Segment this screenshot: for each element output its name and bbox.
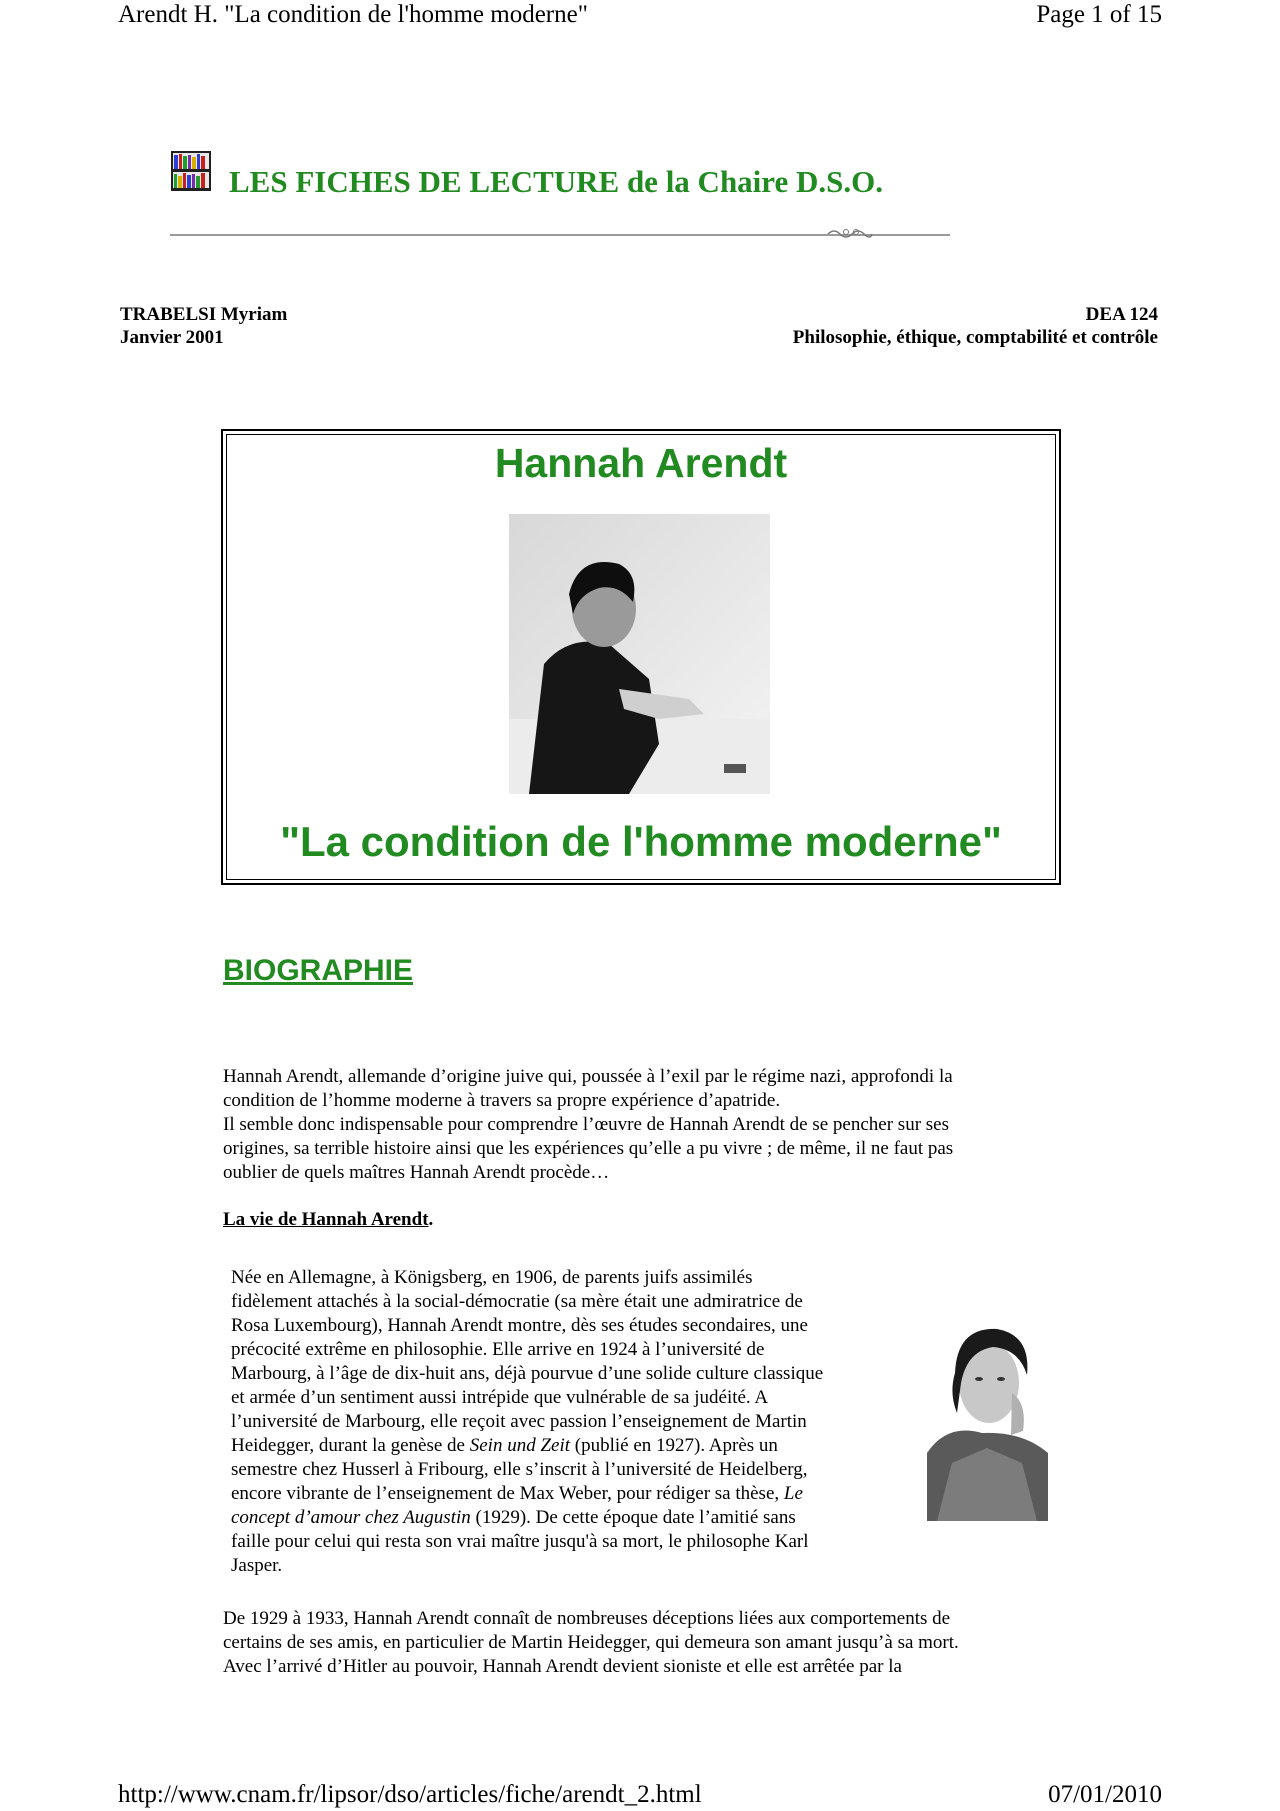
bookshelf-icon xyxy=(170,150,212,192)
course-name: Philosophie, éthique, comptabilité et contrôle xyxy=(792,327,1158,348)
text-line: De 1929 à 1933, Hannah Arendt connaît de nombreuses déceptions liées aux comportements de xyxy=(223,1608,951,1629)
text-line: précocité extrême en philosophie. Elle arrive en 1924 à l’université de xyxy=(231,1339,765,1360)
print-footer-url[interactable]: http://www.cnam.fr/lipsor/dso/articles/fiche/arendt_2.html xyxy=(118,1781,702,1808)
text-line: concept d’amour chez Augustin (1929). De cette époque date l’amitié sans xyxy=(231,1507,796,1528)
work-title-concept-part1: Le xyxy=(783,1483,803,1504)
text-line: Jasper. xyxy=(231,1555,283,1576)
print-header-title: Arendt H. "La condition de l'homme moderne" xyxy=(118,1,588,28)
section-heading-biographie: BIOGRAPHIE xyxy=(223,954,414,987)
banner-title: LES FICHES DE LECTURE de la Chaire D.S.O. xyxy=(229,164,883,199)
text-line: certains de ses amis, en particulier de Martin Heidegger, qui demeura son amant jusqu’à sa mort. xyxy=(223,1632,959,1653)
text-line: semestre chez Husserl à Fribourg, elle s’inscrit à l’université de Heidelberg, xyxy=(231,1459,808,1480)
print-header-page: Page 1 of 15 xyxy=(1036,1,1162,28)
text-line: oublier de quels maîtres Hannah Arendt procède… xyxy=(223,1162,610,1183)
course-code: DEA 124 xyxy=(1085,304,1158,325)
subheading-life-text: La vie de Hannah Arendt xyxy=(223,1209,429,1230)
text-line: Rosa Luxembourg), Hannah Arendt montre, dès ses études secondaires, une xyxy=(231,1315,808,1336)
after-paragraph xyxy=(223,1607,1103,1679)
life-paragraph xyxy=(231,1266,911,1578)
text-line: encore vibrante de l’enseignement de Max Weber, pour rédiger sa thèse, Le xyxy=(231,1483,803,1504)
text-line: Heidegger, durant la genèse de Sein und Zeit (publié en 1927). Après un xyxy=(231,1435,778,1456)
ornament-icon xyxy=(826,226,874,240)
text-line: fidèlement attachés à la social-démocratie (sa mère était une admiratrice de xyxy=(231,1291,803,1312)
text-line: l’université de Marbourg, elle reçoit avec passion l’enseignement de Martin xyxy=(231,1411,807,1432)
text-line: condition de l’homme moderne à travers sa propre expérience d’apatride. xyxy=(223,1090,781,1111)
arendt-portrait-photo xyxy=(509,514,770,794)
text-line: Il semble donc indispensable pour comprendre l’œuvre de Hannah Arendt de se pencher sur ses xyxy=(223,1114,949,1135)
author-name: TRABELSI Myriam xyxy=(120,304,288,325)
arendt-young-photo xyxy=(927,1313,1048,1521)
book-title: "La condition de l'homme moderne" xyxy=(280,818,1002,865)
author-date: Janvier 2001 xyxy=(120,327,224,348)
text-line: Née en Allemagne, à Königsberg, en 1906, de parents juifs assimilés xyxy=(231,1267,753,1288)
subject-name: Hannah Arendt xyxy=(494,440,788,486)
work-title-concept-part2: concept d’amour chez Augustin xyxy=(231,1507,471,1528)
text-line: faille pour celui qui resta son vrai maître jusqu'à sa mort, le philosophe Karl xyxy=(231,1531,809,1552)
text-line: origines, sa terrible histoire ainsi que les expériences qu’elle a pu vivre ; de même, il ne faut pas xyxy=(223,1138,954,1159)
subheading-life-dot: . xyxy=(428,1209,434,1230)
text-line: Avec l’arrivé d’Hitler au pouvoir, Hannah Arendt devient sioniste et elle est arrêtée par la xyxy=(223,1656,902,1677)
text-line: Hannah Arendt, allemande d’origine juive qui, poussée à l’exil par le régime nazi, approfondi la xyxy=(223,1066,953,1087)
print-footer-date: 07/01/2010 xyxy=(1048,1781,1162,1808)
work-title-sein-und-zeit: Sein und Zeit xyxy=(469,1435,571,1456)
text-line: et armée d’un sentiment aussi intrépide que vulnérable de sa judéité. A xyxy=(231,1387,769,1408)
intro-paragraph xyxy=(223,1065,1083,1185)
text-line: Marbourg, à l’âge de dix-huit ans, déjà pourvue d’une solide culture classique xyxy=(231,1363,824,1384)
subheading-life xyxy=(223,1208,433,1232)
